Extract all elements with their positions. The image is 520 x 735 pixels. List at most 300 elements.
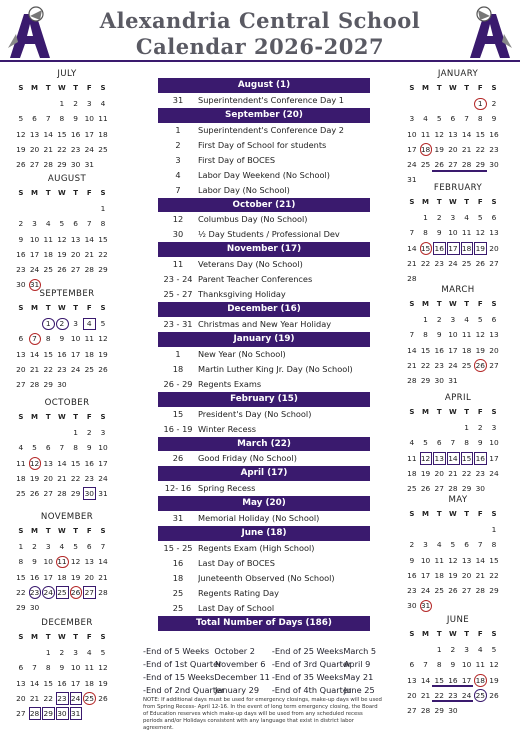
day-cell: 4 xyxy=(45,219,51,229)
day-cell: 10 xyxy=(29,234,40,244)
day-cell: 17 xyxy=(98,458,108,468)
day-cell: 27 xyxy=(434,483,444,493)
day-cell: 10 xyxy=(70,663,81,673)
day-cell: 5 xyxy=(436,114,442,124)
day-cell: 26 xyxy=(16,159,26,169)
day-cell: 21 xyxy=(420,690,431,700)
day-cell: 4 xyxy=(59,542,65,552)
day-cell: 28 xyxy=(29,379,40,389)
day-cell: 12 xyxy=(419,451,433,466)
day-cell: 2 xyxy=(86,428,92,438)
day-cell: 31 xyxy=(448,375,458,385)
mascot-logo-icon xyxy=(6,4,54,60)
day-cell: 25 xyxy=(43,264,53,274)
day-cell: 1 xyxy=(100,204,106,214)
day-cell: 23 xyxy=(70,144,81,154)
empty-cell xyxy=(14,96,28,111)
day-cell: 11 xyxy=(420,129,431,139)
weekday-header: T xyxy=(436,84,442,92)
month-grid xyxy=(14,301,120,392)
empty-cell xyxy=(82,201,96,216)
month-grid xyxy=(14,630,120,721)
day-cell: 22 xyxy=(432,688,446,703)
day-cell: 1 xyxy=(59,99,65,109)
month-grid xyxy=(14,524,120,615)
empty-cell xyxy=(405,96,419,111)
day-cell: 20 xyxy=(29,144,40,154)
day-cell: 6 xyxy=(18,334,24,344)
weekday-header: M xyxy=(31,413,39,421)
day-cell: 15 xyxy=(420,345,431,355)
day-cell: 1 xyxy=(45,648,51,658)
weekday-header: F xyxy=(477,300,483,308)
weekday-header: S xyxy=(409,300,415,308)
month-header-bar: February (15) xyxy=(158,392,370,407)
day-cell: 19 xyxy=(489,675,499,685)
day-cell: 31 xyxy=(69,706,83,721)
weekday-header: S xyxy=(409,510,415,518)
day-cell: 22 xyxy=(420,258,431,268)
day-cell: 26 xyxy=(432,157,446,172)
day-cell: 2 xyxy=(450,645,456,655)
page-subtitle: Calendar 2026-2027 xyxy=(135,34,385,59)
weekday-header: S xyxy=(18,527,24,535)
day-cell: 8 xyxy=(45,663,51,673)
day-cell: 4 xyxy=(18,443,24,453)
day-cell: 16 xyxy=(29,572,40,582)
day-cell: 14 xyxy=(446,451,460,466)
day-cell: 20 xyxy=(448,144,458,154)
day-cell: 12 xyxy=(70,557,81,567)
day-cell: 3 xyxy=(491,423,497,433)
note-text: NOTE: If additional days must be used for emergency closings, make-up days will be used from Spring Recess- April 12-16. In the event of long term emergency closing, the Board of Education reserves which make-up days will be used from any scheduled recess periods and/or Holidays consistent with any language that exist in district labor agreement. xyxy=(143,697,382,731)
empty-cell xyxy=(14,425,28,440)
month-header-bar: January (19) xyxy=(158,332,370,347)
month-march xyxy=(405,283,511,388)
day-cell: 21 xyxy=(448,468,458,478)
weekday-header: S xyxy=(18,633,24,641)
weekday-header: W xyxy=(58,633,66,641)
event-text: First Day of School for students xyxy=(198,139,327,150)
day-cell: 18 xyxy=(84,349,94,359)
day-cell: 28 xyxy=(407,273,417,283)
day-cell: 9 xyxy=(436,228,442,238)
day-cell: 9 xyxy=(18,234,24,244)
weekday-header: F xyxy=(477,198,483,206)
day-cell: 3 xyxy=(73,319,78,329)
day-cell: 5 xyxy=(491,645,497,655)
day-cell: 2 xyxy=(409,540,415,550)
day-cell: 5 xyxy=(423,438,428,448)
month-june xyxy=(405,613,511,718)
day-cell: 5 xyxy=(73,542,78,552)
day-cell: 18 xyxy=(84,678,94,688)
day-cell: 3 xyxy=(73,648,78,658)
day-cell: 13 xyxy=(16,678,26,688)
day-cell: 27 xyxy=(407,705,417,715)
day-cell: 12 xyxy=(475,228,485,238)
day-cell: 16 xyxy=(446,673,460,688)
weekday-header: S xyxy=(409,84,415,92)
day-cell: 17 xyxy=(420,570,431,580)
day-cell: 27 xyxy=(29,159,40,169)
empty-cell xyxy=(446,420,460,435)
day-cell: 13 xyxy=(84,557,94,567)
day-cell: 10 xyxy=(489,438,499,448)
weekday-header: T xyxy=(436,630,442,638)
empty-cell xyxy=(14,201,28,216)
quarter-label: -End of 2nd Quarter xyxy=(143,685,225,695)
month-header-bar: Total Number of Days (186) xyxy=(158,616,370,631)
weekday-header: M xyxy=(31,633,39,641)
day-cell: 1 xyxy=(423,213,428,223)
day-cell: 24 xyxy=(41,585,55,600)
empty-cell xyxy=(41,425,55,440)
day-cell: 24 xyxy=(460,688,474,703)
day-cell: 31 xyxy=(84,159,94,169)
empty-cell xyxy=(419,420,433,435)
day-cell: 6 xyxy=(464,540,469,550)
day-cell: 9 xyxy=(436,330,442,340)
quarter-label: -End of 5 Weeks xyxy=(143,646,210,656)
weekday-header: M xyxy=(422,198,430,206)
day-cell: 28 xyxy=(407,375,417,385)
day-cell: 1 xyxy=(73,428,78,438)
event-text: Christmas and New Year Holiday xyxy=(198,318,332,329)
day-cell: 21 xyxy=(29,693,40,703)
day-cell: 2 xyxy=(55,316,69,331)
day-cell: 30 xyxy=(55,706,69,721)
day-cell: 4 xyxy=(86,648,92,658)
month-header-bar: October (21) xyxy=(158,198,370,213)
day-cell: 24 xyxy=(420,585,431,595)
day-cell: 25 xyxy=(84,364,94,374)
month-name: NOVEMBER xyxy=(40,512,94,522)
weekday-header: S xyxy=(18,189,24,197)
day-cell: 8 xyxy=(491,540,497,550)
day-cell: 13 xyxy=(29,129,40,139)
day-cell: 3 xyxy=(32,219,37,229)
day-cell: 7 xyxy=(477,540,483,550)
day-cell: 1 xyxy=(464,423,469,433)
event-text: New Year (No School) xyxy=(198,348,286,359)
day-cell: 17 xyxy=(446,241,460,256)
event-row xyxy=(158,93,370,108)
month-november xyxy=(14,510,120,615)
event-date: 2 xyxy=(175,139,181,150)
empty-cell xyxy=(28,316,42,331)
month-july xyxy=(14,67,120,172)
empty-cell xyxy=(55,201,69,216)
day-cell: 22 xyxy=(489,570,499,580)
empty-cell xyxy=(460,96,474,111)
day-cell: 6 xyxy=(409,660,415,670)
quarter-label: -End of 4th Quarter xyxy=(271,685,352,695)
weekday-header: S xyxy=(100,633,106,641)
day-cell: 25 xyxy=(98,144,108,154)
day-cell: 19 xyxy=(70,572,81,582)
event-date: 31 xyxy=(172,512,184,523)
weekday-header: S xyxy=(100,527,106,535)
weekday-header: W xyxy=(449,408,457,416)
quarter-label: -End of 3rd Quarter xyxy=(271,659,352,669)
event-row xyxy=(158,481,370,496)
day-cell: 5 xyxy=(100,319,106,329)
day-cell: 13 xyxy=(432,451,446,466)
event-text: Last Day of School xyxy=(198,602,275,613)
weekday-header: S xyxy=(409,198,415,206)
day-cell: 6 xyxy=(450,114,456,124)
event-row xyxy=(158,168,370,183)
month-name: SEPTEMBER xyxy=(39,289,95,299)
day-cell: 22 xyxy=(461,468,472,478)
day-cell: 23 xyxy=(475,468,485,478)
empty-cell xyxy=(28,425,42,440)
day-cell: 17 xyxy=(70,678,81,688)
day-cell: 13 xyxy=(489,330,499,340)
weekday-header: W xyxy=(449,300,457,308)
quarter-row xyxy=(143,658,383,671)
day-cell: 7 xyxy=(450,438,456,448)
day-cell: 15 xyxy=(57,129,67,139)
month-header-bar: August (1) xyxy=(158,78,370,93)
event-date: 1 xyxy=(175,348,181,359)
day-cell: 7 xyxy=(86,219,92,229)
event-row xyxy=(158,422,370,437)
day-cell: 17 xyxy=(84,129,94,139)
events-list xyxy=(158,78,370,631)
weekday-header: T xyxy=(464,630,469,638)
day-cell: 8 xyxy=(73,443,78,453)
day-cell: 8 xyxy=(423,330,428,340)
weekday-header: M xyxy=(31,527,39,535)
day-cell: 11 xyxy=(461,228,472,238)
day-cell: 27 xyxy=(461,585,472,595)
day-cell: 13 xyxy=(16,349,26,359)
day-cell: 19 xyxy=(16,144,26,154)
day-cell: 15 xyxy=(475,129,485,139)
day-cell: 29 xyxy=(434,705,444,715)
mascot-logo-icon xyxy=(466,4,514,60)
event-text: Juneteenth Observed (No School) xyxy=(198,572,335,583)
event-date: 7 xyxy=(175,184,181,195)
day-cell: 8 xyxy=(436,660,442,670)
day-cell: 26 xyxy=(473,358,487,373)
weekday-header: W xyxy=(58,189,66,197)
day-cell: 4 xyxy=(82,316,96,331)
day-cell: 19 xyxy=(434,144,444,154)
day-cell: 16 xyxy=(57,349,67,359)
day-cell: 15 xyxy=(460,451,474,466)
day-cell: 9 xyxy=(477,438,483,448)
day-cell: 25 xyxy=(461,258,472,268)
empty-cell xyxy=(55,425,69,440)
day-cell: 10 xyxy=(84,114,94,124)
day-cell: 23 xyxy=(434,258,444,268)
day-cell: 25 xyxy=(473,688,487,703)
event-date: 18 xyxy=(172,363,184,374)
weekday-header: W xyxy=(449,84,457,92)
day-cell: 27 xyxy=(16,379,26,389)
event-date: 31 xyxy=(172,94,184,105)
weekday-header: T xyxy=(464,198,469,206)
day-cell: 21 xyxy=(98,572,108,582)
weekday-header: T xyxy=(436,510,442,518)
day-cell: 19 xyxy=(98,349,108,359)
day-cell: 1 xyxy=(18,542,24,552)
month-name: JUNE xyxy=(446,615,470,625)
day-cell: 30 xyxy=(16,280,26,290)
day-cell: 18 xyxy=(43,249,53,259)
day-cell: 29 xyxy=(461,483,472,493)
day-cell: 27 xyxy=(16,708,26,718)
weekday-header: S xyxy=(100,84,106,92)
day-cell: 2 xyxy=(32,542,37,552)
month-grid xyxy=(405,507,511,613)
empty-cell xyxy=(14,645,28,660)
event-row xyxy=(158,227,370,242)
event-row xyxy=(158,451,370,466)
quarter-date: April 9 xyxy=(343,659,371,669)
day-cell: 5 xyxy=(59,219,65,229)
empty-cell xyxy=(446,522,460,537)
day-cell: 4 xyxy=(464,315,469,325)
day-cell: 8 xyxy=(100,219,106,229)
day-cell: 2 xyxy=(18,219,24,229)
event-text: Superintendent's Conference Day 2 xyxy=(198,124,345,135)
month-january xyxy=(405,67,511,187)
event-date: 26 xyxy=(172,453,184,464)
header-divider xyxy=(0,60,520,62)
day-cell: 7 xyxy=(100,542,106,552)
day-cell: 24 xyxy=(489,468,499,478)
day-cell: 30 xyxy=(475,483,485,493)
day-cell: 31 xyxy=(28,277,42,292)
day-cell: 17 xyxy=(70,349,81,359)
day-cell: 6 xyxy=(491,213,497,223)
day-cell: 13 xyxy=(448,129,458,139)
day-cell: 18 xyxy=(419,142,433,157)
day-cell: 22 xyxy=(475,144,485,154)
day-cell: 10 xyxy=(70,334,81,344)
day-cell: 13 xyxy=(70,234,81,244)
day-cell: 11 xyxy=(43,234,53,244)
day-cell: 30 xyxy=(29,602,40,612)
day-cell: 5 xyxy=(18,114,24,124)
day-cell: 22 xyxy=(98,249,108,259)
day-cell: 19 xyxy=(57,249,67,259)
day-cell: 16 xyxy=(432,241,446,256)
quarter-date: March 5 xyxy=(343,646,377,656)
weekday-header: M xyxy=(422,408,430,416)
day-cell: 3 xyxy=(423,540,428,550)
event-date: 23 - 24 xyxy=(163,274,193,285)
month-august xyxy=(14,172,120,292)
weekday-header: W xyxy=(58,304,66,312)
month-name: DECEMBER xyxy=(41,618,93,628)
day-cell: 27 xyxy=(82,585,96,600)
weekday-header: F xyxy=(86,189,92,197)
month-april xyxy=(405,391,511,496)
weekday-header: F xyxy=(477,630,483,638)
month-grid xyxy=(14,410,120,501)
day-cell: 29 xyxy=(41,706,55,721)
event-row xyxy=(158,511,370,526)
day-cell: 10 xyxy=(448,228,458,238)
day-cell: 3 xyxy=(464,645,469,655)
day-cell: 25 xyxy=(420,159,431,169)
day-cell: 7 xyxy=(45,114,51,124)
quarter-row xyxy=(143,684,383,697)
day-cell: 28 xyxy=(43,159,53,169)
day-cell: 30 xyxy=(70,159,81,169)
weekday-header: T xyxy=(45,633,51,641)
day-cell: 8 xyxy=(477,114,483,124)
weekday-header: T xyxy=(73,527,78,535)
day-cell: 10 xyxy=(420,555,431,565)
day-cell: 30 xyxy=(407,601,417,611)
day-cell: 18 xyxy=(407,468,417,478)
month-header-bar: December (16) xyxy=(158,302,370,317)
quarter-schedule xyxy=(143,645,383,697)
day-cell: 16 xyxy=(84,458,94,468)
weekday-header: T xyxy=(73,413,78,421)
day-cell: 27 xyxy=(43,488,53,498)
weekday-header: S xyxy=(491,630,497,638)
day-cell: 22 xyxy=(43,364,53,374)
weekday-header: S xyxy=(18,413,24,421)
quarter-date: May 21 xyxy=(343,672,374,682)
weekday-header: S xyxy=(18,84,24,92)
month-may xyxy=(405,493,511,613)
day-cell: 24 xyxy=(29,264,40,274)
event-text: Parent Teacher Conferences xyxy=(198,274,313,285)
day-cell: 14 xyxy=(98,557,108,567)
day-cell: 12 xyxy=(57,234,67,244)
day-cell: 15 xyxy=(98,234,108,244)
event-date: 25 - 27 xyxy=(163,289,193,300)
day-cell: 19 xyxy=(29,473,40,483)
month-header-bar: April (17) xyxy=(158,466,370,481)
event-row xyxy=(158,272,370,287)
day-cell: 28 xyxy=(84,264,94,274)
event-date: 23 - 31 xyxy=(163,318,193,329)
event-date: 26 - 29 xyxy=(163,378,193,389)
quarter-date: November 6 xyxy=(215,659,266,669)
weekday-header: T xyxy=(73,633,78,641)
empty-cell xyxy=(14,316,28,331)
weekday-header: T xyxy=(45,527,51,535)
weekday-header: T xyxy=(464,408,469,416)
day-cell: 9 xyxy=(73,114,78,124)
day-cell: 6 xyxy=(436,438,442,448)
weekday-header: W xyxy=(58,413,66,421)
day-cell: 20 xyxy=(407,690,417,700)
event-text: First Day of BOCES xyxy=(198,154,276,165)
day-cell: 24 xyxy=(70,364,81,374)
event-row xyxy=(158,586,370,601)
day-cell: 19 xyxy=(473,241,487,256)
day-cell: 26 xyxy=(489,690,499,700)
day-cell: 5 xyxy=(477,315,483,325)
empty-cell xyxy=(405,210,419,225)
event-row xyxy=(158,153,370,168)
event-date: 18 xyxy=(172,572,184,583)
day-cell: 25 xyxy=(407,483,417,493)
day-cell: 21 xyxy=(43,144,53,154)
day-cell: 10 xyxy=(407,129,417,139)
day-cell: 8 xyxy=(464,438,469,448)
